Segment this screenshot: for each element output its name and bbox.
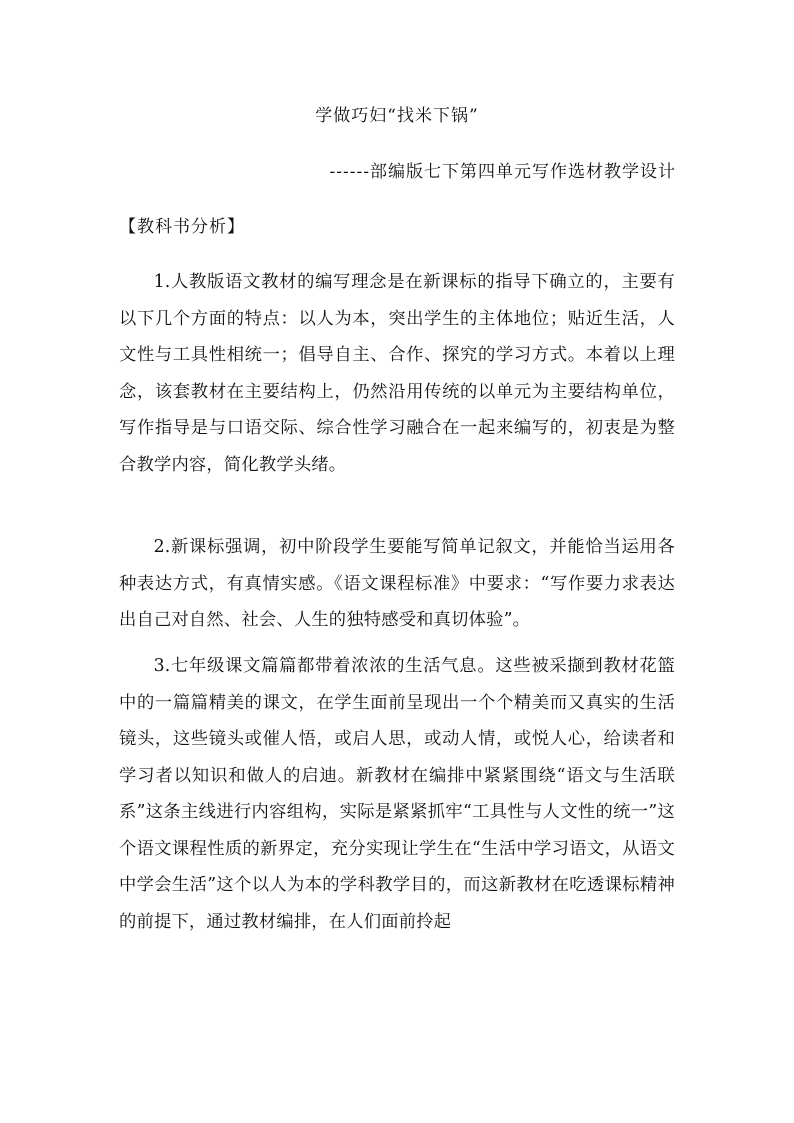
document-subtitle: ------部编版七下第四单元写作选材教学设计 [329,162,676,182]
paragraph: 2.新课标强调，初中阶段学生要能写简单记叙文，并能恰当运用各种表达方式，有真情实感。《语文课程标准》中要求：“写作要力求表达出自己对自然、社会、人生的独特感受和真切体验”。 [119,537,675,630]
paragraph: 3.七年级课文篇篇都带着浓浓的生活气息。这些被采撷到教材花篮中的一篇篇精美的课文，在学生面前呈现出一个个精美而又真实的生活镜头，这些镜头或催人悟，或启人思，或动人情，或悦人心，给读者和学习者以知识和做人的启迪。新教材在编排中紧紧围绕“语文与生活联系”这条主线进行内容组构，实际是紧紧抓牢“工具性与人文性的统一”这个语文课程性质的新界定，充分实现让学生在“生活中学习语文，从语文中学会生活”这个以人为本的学科教学目的，而这新教材在吃透课标精神的前提下，通过教材编排，在人们面前拎起 [119,656,675,932]
paragraph-1-block [119,264,675,483]
paragraph-3-block [119,648,675,940]
document-title: 学做巧妇“找米下锅” [315,106,479,126]
paragraph: 1.人教版语文教材的编写理念是在新课标的指导下确立的，主要有以下几个方面的特点：以人为本，突出学生的主体地位；贴近生活，人文性与工具性相统一；倡导自主、合作、探究的学习方式。本着以上理念，该套教材在主要结构上，仍然沿用传统的以单元为主要结构单位，写作指导是与口语交际、综合性学习融合在一起来编写的，初衷是为整合教学内容，简化教学头绪。 [119,272,675,475]
section-heading: 【教科书分析】 [119,217,245,237]
paragraph-2-block [119,529,675,639]
